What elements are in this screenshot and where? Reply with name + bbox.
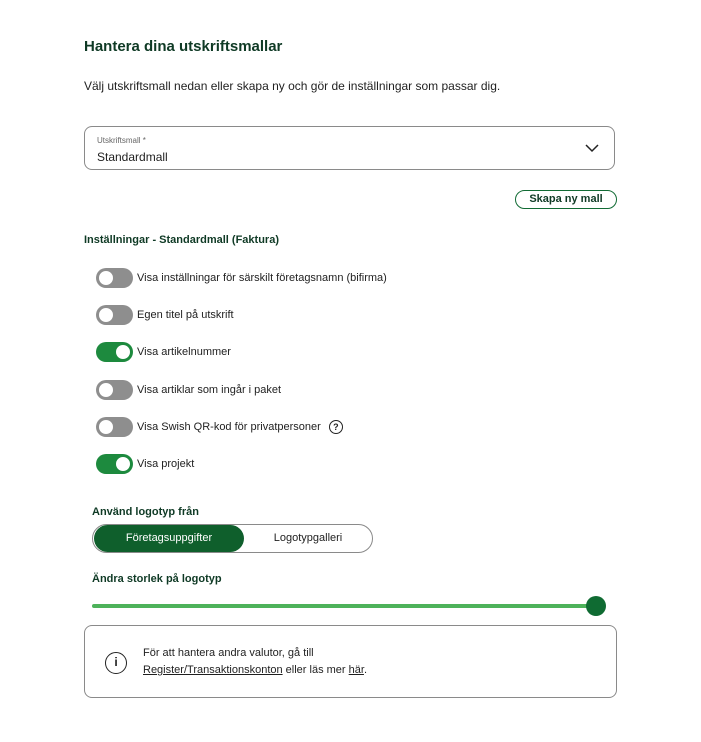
page-title: Hantera dina utskriftsmallar	[84, 38, 283, 55]
info-text-end: .	[363, 664, 367, 676]
create-template-button[interactable]: Skapa ny mall	[515, 190, 617, 209]
toggle-row-project	[96, 454, 194, 474]
toggle-switch[interactable]	[96, 305, 133, 325]
info-text-line2	[143, 664, 367, 676]
toggle-knob	[115, 456, 131, 472]
logo-size-slider-thumb[interactable]	[586, 596, 606, 616]
logo-size-title: Ändra storlek på logotyp	[92, 573, 222, 585]
toggle-label: Visa inställningar för särskilt företagsnamn (bifirma)	[137, 272, 387, 284]
logo-source-title: Använd logotyp från	[92, 506, 199, 518]
template-select-label: Utskriftsmall *	[97, 136, 146, 145]
toggle-switch[interactable]	[96, 268, 133, 288]
chevron-down-icon[interactable]	[584, 142, 600, 154]
toggle-label: Egen titel på utskrift	[137, 309, 234, 321]
transaction-accounts-link[interactable]: Register/Transaktionskonton	[143, 664, 283, 676]
info-box	[84, 625, 617, 698]
toggle-label: Visa projekt	[137, 458, 195, 470]
read-more-link[interactable]: här	[348, 664, 364, 676]
toggle-row-swish	[96, 417, 343, 437]
template-select-value: Standardmall	[97, 150, 168, 164]
logo-source-segmented-control	[92, 524, 373, 553]
info-text-middle: eller läs mer	[282, 664, 349, 676]
settings-title: Inställningar - Standardmall (Faktura)	[84, 234, 279, 246]
toggle-label: Visa artikelnummer	[137, 346, 231, 358]
toggle-row-package-articles	[96, 380, 281, 400]
toggle-knob	[98, 382, 114, 398]
toggle-knob	[98, 419, 114, 435]
logo-source-gallery-option[interactable]: Logotypgalleri	[273, 532, 343, 544]
toggle-label: Visa Swish QR-kod för privatpersoner	[137, 421, 321, 433]
toggle-switch[interactable]	[96, 417, 133, 437]
toggle-switch[interactable]	[96, 342, 133, 362]
template-select[interactable]	[84, 126, 615, 170]
toggle-knob	[98, 307, 114, 323]
toggle-knob	[115, 344, 131, 360]
help-icon[interactable]: ?	[329, 420, 343, 434]
toggle-row-article-number	[96, 342, 231, 362]
toggle-row-custom-title	[96, 305, 234, 325]
logo-size-slider-track[interactable]	[92, 604, 596, 608]
toggle-knob	[98, 270, 114, 286]
info-text-line1: För att hantera andra valutor, gå till	[143, 647, 314, 659]
logo-source-company-option[interactable]: Företagsuppgifter	[94, 525, 244, 552]
toggle-switch[interactable]	[96, 454, 133, 474]
info-icon: i	[105, 652, 127, 674]
page-description: Välj utskriftsmall nedan eller skapa ny och gör de inställningar som passar dig.	[84, 79, 501, 93]
toggle-row-bifirma	[96, 268, 387, 288]
toggle-label: Visa artiklar som ingår i paket	[137, 384, 282, 396]
toggle-switch[interactable]	[96, 380, 133, 400]
